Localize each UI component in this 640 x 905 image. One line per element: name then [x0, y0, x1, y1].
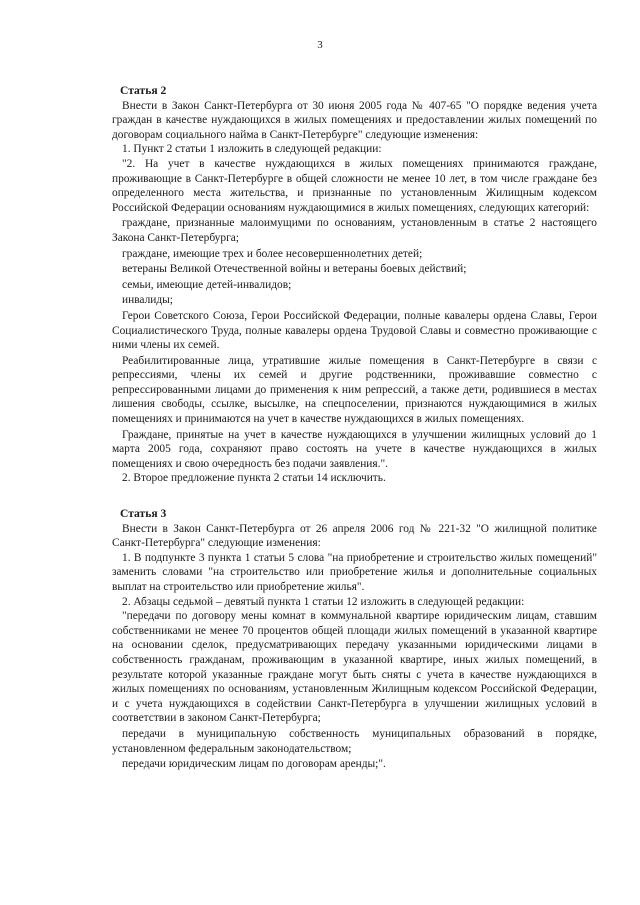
article-3-quote-1: "передачи по договору мены комнат в коммунальной квартире юридическим лицам, ставшим собственниками не менее 70 процентов общей площади жилых помещений в указанной квартире на основании сделок, предусматривающих передачу указанными юридическими лицами в собственность гражданам, проживающим в указанной квартире, иных жилых помещений, в результате которой указанные граждане могут быть сняты с учета в качестве нуждающихся в жилых помещениях по основаниям, установленным Жилищным кодексом Российской Федерации, и с учета нуждающихся в содействии Санкт-Петербурга в улучшении жилищных условий в соответствии в законом Санкт-Петербурга; [112, 610, 597, 725]
article-2-item-1: 1. Пункт 2 статьи 1 изложить в следующей редакции: [122, 143, 382, 156]
page-number: 3 [317, 39, 323, 51]
category-item: семьи, имеющие детей-инвалидов; [122, 278, 292, 291]
preserve-paragraph: Граждане, принятые на учет в качестве нуждающихся в улучшении жилищных условий до 1 марта 2005 года, сохраняют право состоять на учете в качестве нуждающихся в жилых помещениях и свою очередность без подачи заявления.". [112, 428, 597, 470]
article-3-heading: Статья 3 [120, 507, 167, 521]
rehabilitated-paragraph: Реабилитированные лица, утратившие жилые помещения в Санкт-Петербурге в связи с репрессиями, члены их семей и другие родственники, проживавшие совместно с репрессированными лицами до применения к ним репрессий, а также дети, родившиеся в местах лишения свободы, ссылке, высылке, на спецпоселении, признаются нуждающимися в жилых помещениях и принимаются на учет в качестве нуждающихся в жилых помещениях. [112, 354, 597, 426]
article-3-intro: Внести в Закон Санкт-Петербурга от 26 апреля 2006 год № 221-32 "О жилищной политике Санкт-Петербурга" следующие изменения: [112, 522, 597, 550]
category-item: Герои Советского Союза, Герои Российской Федерации, полные кавалеры ордена Славы, Герои Социалистического Труда, полные кавалеры ордена Трудовой Славы и совместно проживающие с ними члены их семей. [112, 309, 597, 352]
article-3-quote-3: передачи юридическим лицам по договорам аренды;". [122, 758, 386, 771]
article-2-heading: Статья 2 [120, 84, 167, 97]
article-2-item-2: 2. Второе предложение пункта 2 статьи 14 исключить. [122, 472, 386, 485]
category-item: граждане, имеющие трех и более несовершеннолетних детей; [122, 247, 423, 260]
category-item: граждане, признанные малоимущими по основаниям, установленным в статье 2 настоящего Закона Санкт-Петербурга; [112, 217, 597, 244]
article-2-quote-intro: "2. На учет в качестве нуждающихся в жилых помещениях принимаются граждане, проживающие в Санкт-Петербурге в общей сложности не менее 10 лет, в том числе граждане без определенного места жительства, и признанные по установленным Жилищным кодексом Российской Федерации основаниям нуждающимися в жилых помещениях, следующих категорий: [112, 157, 597, 214]
article-3-item-2: 2. Абзацы седьмой – девятый пункта 1 статьи 12 изложить в следующей редакции: [122, 595, 525, 608]
article-2-intro: Внести в Закон Санкт-Петербурга от 30 июня 2005 года № 407-65 "О порядке ведения учета граждан в качестве нуждающихся в жилых помещениях и предоставлении жилых помещений по договорам социального найма в Санкт-Петербурге" следующие изменения: [112, 99, 597, 141]
category-item: ветераны Великой Отечественной войны и ветераны боевых действий; [122, 263, 467, 276]
document-body [112, 84, 597, 772]
article-3-item-1: 1. В подпункте 3 пункта 1 статьи 5 слова "на приобретение и строительство жилых помещений" заменить словами "на строительство или приобретение жилья и дополнительные социальных выплат на строительство или приобретение жилья". [112, 551, 597, 593]
article-3-quote-2: передачи в муниципальную собственность муниципальных образований в порядке, установленном федеральным законодательством; [112, 727, 597, 755]
category-item: инвалиды; [122, 294, 173, 307]
